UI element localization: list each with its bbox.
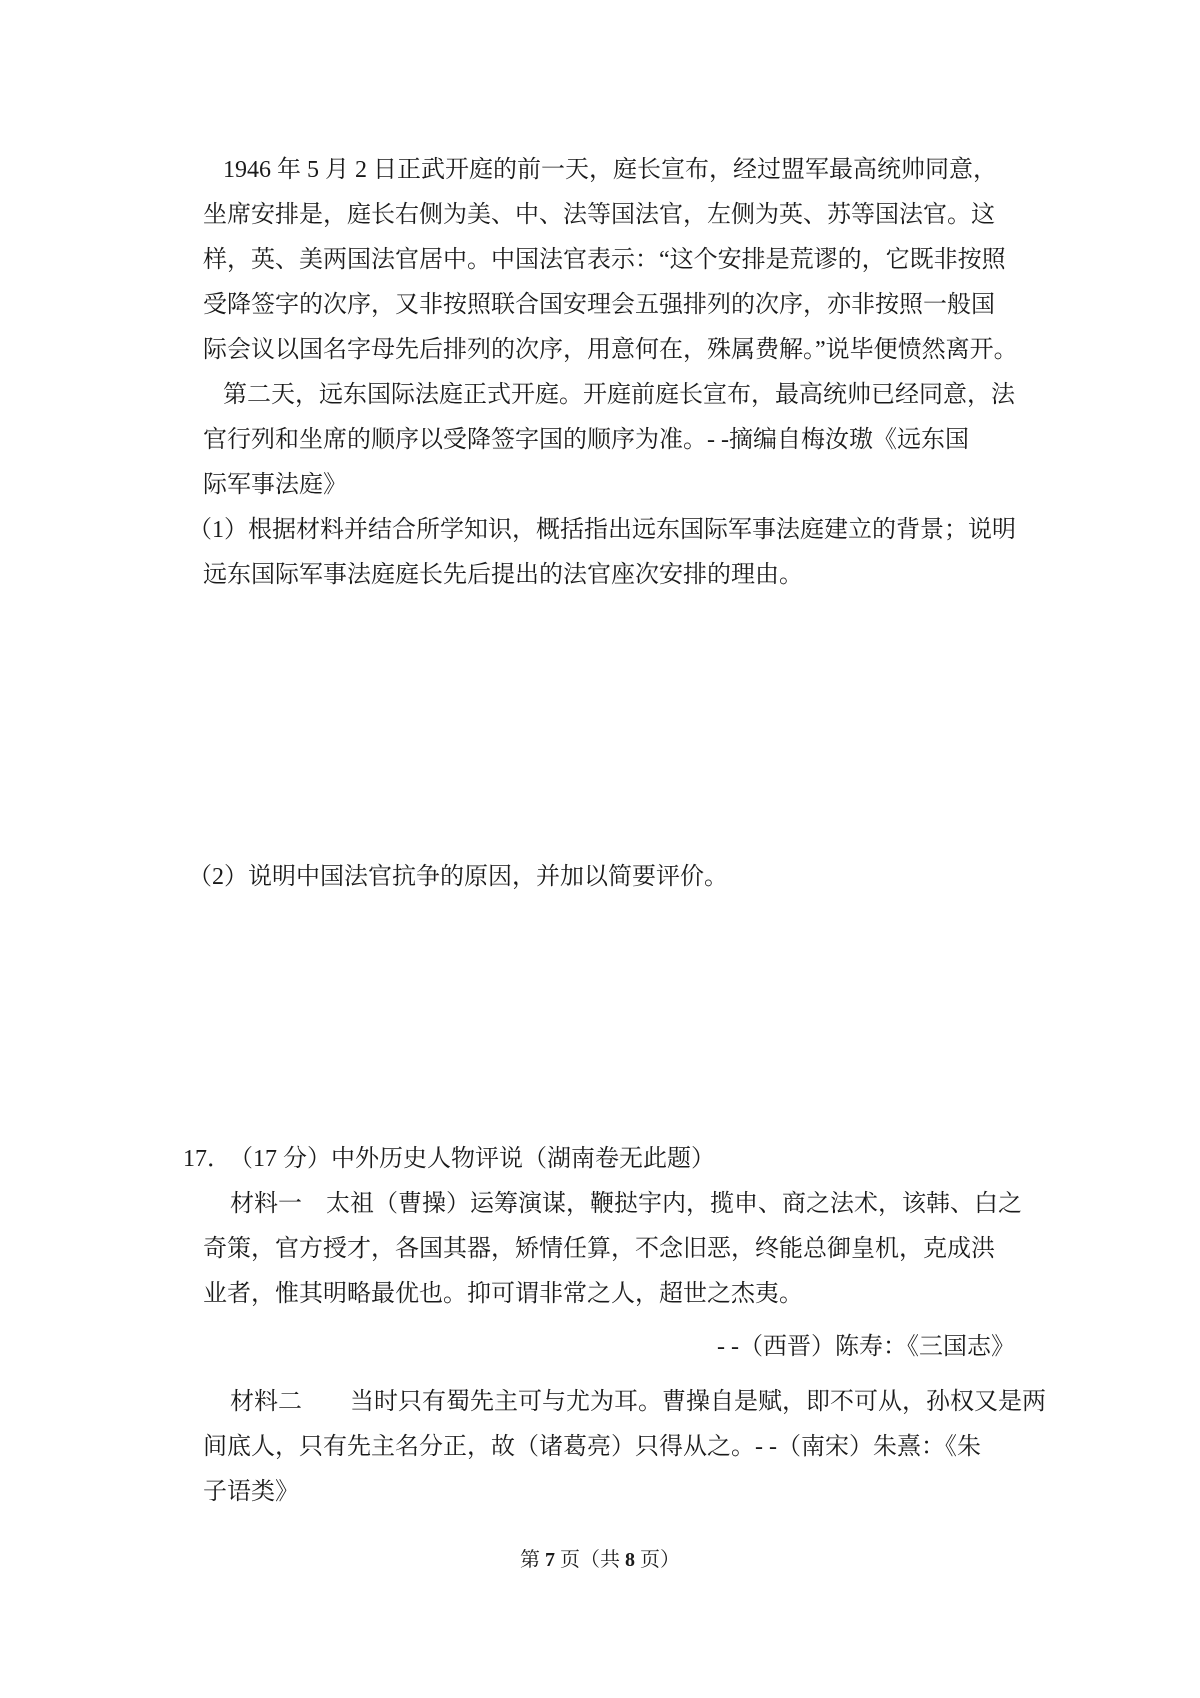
text-line: 子语类》 (203, 1479, 299, 1505)
text-line: 间底人，只有先主名分正，故（诸葛亮）只得从之。- -（南宋）朱熹：《朱 (203, 1434, 981, 1460)
text-line: 业者，惟其明略最优也。抑可谓非常之人，超世之杰夷。 (203, 1281, 803, 1307)
page-footer (0, 1546, 1200, 1574)
question-number: 17． (183, 1146, 231, 1172)
material-2 (203, 1380, 1046, 1515)
text-line: （1）根据材料并结合所学知识，概括指出远东国际军事法庭建立的背景；说明 (188, 517, 1016, 543)
text-line: 1946 年 5 月 2 日正武开庭的前一天，庭长宣布，经过盟军最高统帅同意， (223, 157, 997, 183)
footer-suffix: 页） (635, 1549, 680, 1571)
passage-tokyo-trial-continued (203, 373, 1015, 508)
text-line: 材料一 太祖（曹操）运筹演谋，鞭挞宇内，揽申、商之法术，该韩、白之 (230, 1191, 1022, 1217)
text-line: 远东国际军事法庭庭长先后提出的法官座次安排的理由。 (203, 562, 803, 588)
text-line: 第二天，远东国际法庭正式开庭。开庭前庭长宣布，最高统帅已经同意，法 (223, 382, 1015, 408)
material-1-source: - -（西晋）陈寿：《三国志》 (717, 1334, 1015, 1360)
text-line: 官行列和坐席的顺序以受降签字国的顺序为准。- -摘编自梅汝璈《远东国 (203, 427, 969, 453)
text-line: 际军事法庭》 (203, 472, 347, 498)
material-1 (203, 1182, 1022, 1370)
footer-middle: 页（共 (555, 1549, 625, 1571)
total-pages: 8 (625, 1549, 635, 1571)
text-line: 坐席安排是，庭长右侧为美、中、法等国法官，左侧为英、苏等国法官。这 (203, 202, 995, 228)
text-line: 际会议以国名字母先后排列的次序，用意何在，殊属费解。”说毕便愤然离开。 (203, 337, 1018, 363)
passage-tokyo-trial (203, 148, 1018, 373)
question-1 (188, 508, 1015, 598)
text-line: 材料二 当时只有蜀先主可与尤为耳。曹操自是赋，即不可从，孙权又是两 (230, 1389, 1046, 1415)
text-line: 奇策，官方授才，各国其器，矫情任算，不念旧恶，终能总御皇机，克成洪 (203, 1236, 995, 1262)
question-title: （17 分）中外历史人物评说（湖南卷无此题） (241, 1146, 715, 1172)
question-17-heading (183, 1137, 1015, 1182)
question-2 (188, 855, 1015, 900)
text-line: 样，英、美两国法官居中。中国法官表示：“这个安排是荒谬的，它既非按照 (203, 247, 1006, 273)
text-line: 受降签字的次序，又非按照联合国安理会五强排列的次序，亦非按照一般国 (203, 292, 995, 318)
footer-prefix: 第 (520, 1549, 545, 1571)
text-line (183, 1137, 1015, 1182)
page-number: 7 (545, 1549, 555, 1571)
text-line: （2）说明中国法官抗争的原因，并加以简要评价。 (188, 864, 728, 890)
